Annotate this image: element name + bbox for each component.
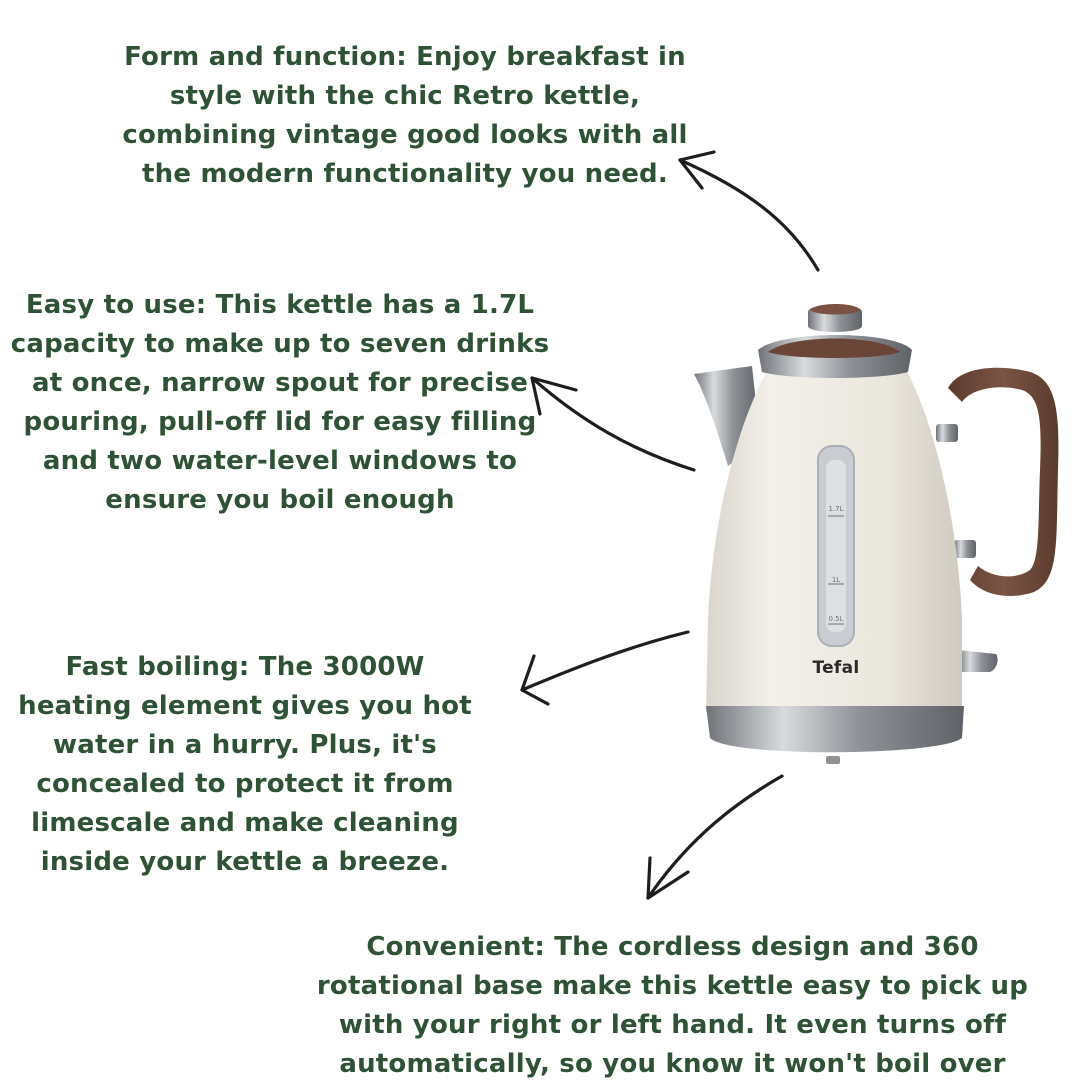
- handle-bracket-top: [936, 424, 958, 442]
- handle-bracket-bottom: [954, 540, 976, 558]
- lid-knob-cap: [810, 304, 860, 315]
- kettle-base: [706, 706, 964, 752]
- handle: [948, 368, 1058, 596]
- brand-logo: Tefal: [812, 658, 860, 678]
- feature-easy-to-use: Easy to use: This kettle has a 1.7L capacity to make up to seven drinks at once, narrow spout for precise pouring, pull-off lid for easy filling and two water-level windows to ensure you boil enough: [10, 290, 550, 515]
- feature-convenient: Convenient: The cordless design and 360 rotational base make this kettle easy to pick up with your right or left hand. It even turns off automatically, so you know it won't boil over: [316, 932, 1029, 1079]
- feature-form-function: Form and function: Enjoy breakfast in style with the chic Retro kettle, combining vintage good looks with all the modern functionality you need.: [122, 42, 688, 189]
- level-mark-1l: 1L: [831, 576, 841, 584]
- level-mark-max: 1.7L: [828, 505, 844, 513]
- level-mark-min: 0.5L: [828, 615, 844, 623]
- switch-lever: [958, 650, 998, 672]
- base-foot: [826, 756, 840, 764]
- feature-fast-boiling: Fast boiling: The 3000W heating element gives you hot water in a hurry. Plus, it's concealed to protect it from limescale and make cleaning inside your kettle a breeze.: [18, 652, 472, 877]
- water-window-inner: [826, 460, 846, 632]
